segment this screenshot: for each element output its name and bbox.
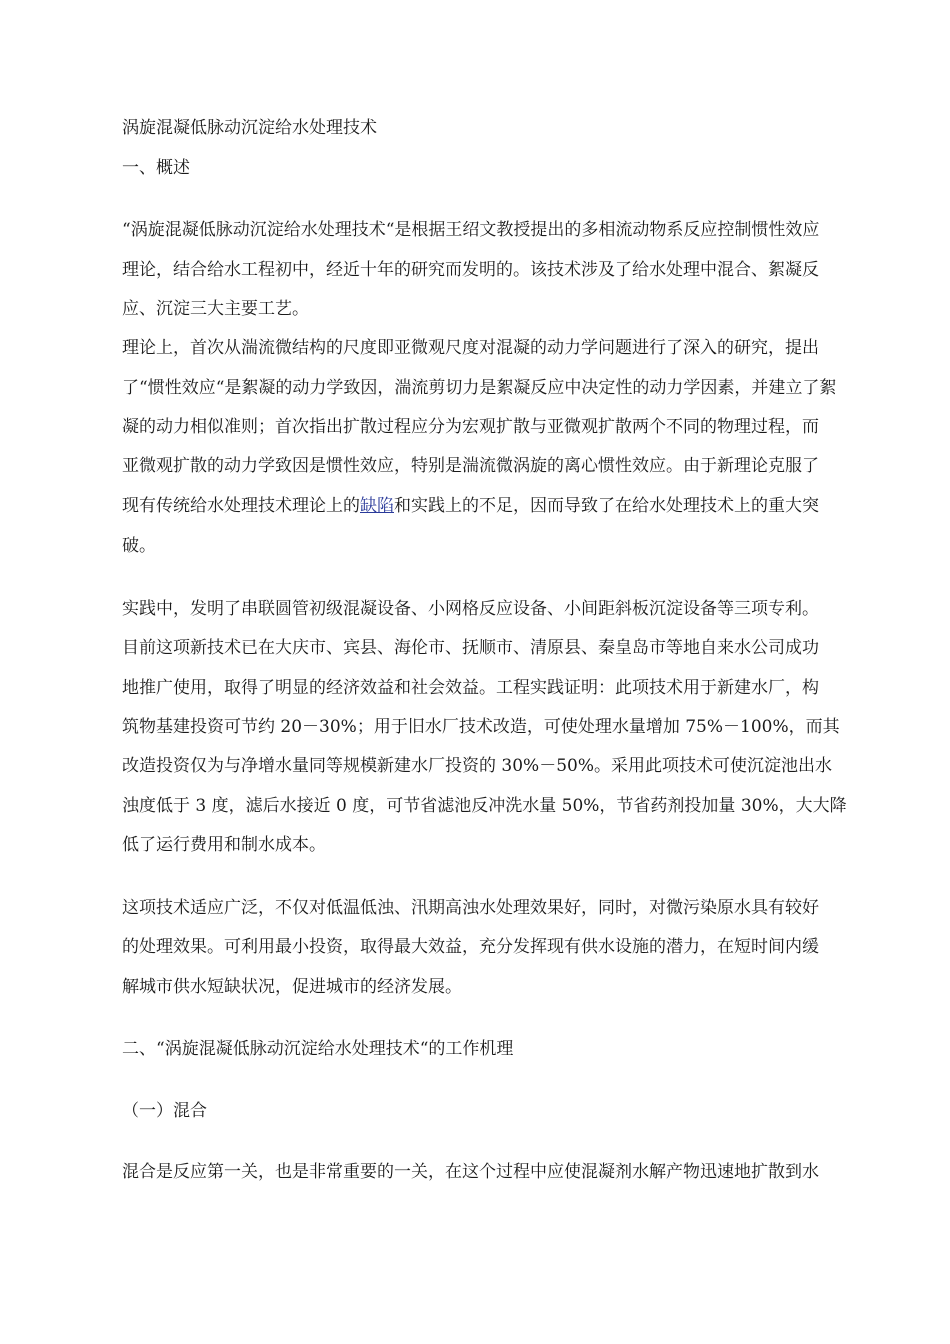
paragraph-text: 和实践上的不足，因而导致了在给水处理技术上的重大突 bbox=[394, 496, 819, 516]
paragraph-line: 目前这项新技术已在大庆市、宾县、海伦市、抚顺市、清原县、秦皇岛市等地自来水公司成功 bbox=[122, 638, 819, 658]
paragraph-line: 混合是反应第一关，也是非常重要的一关，在这个过程中应使混凝剂水解产物迅速地扩散到水 bbox=[122, 1162, 819, 1182]
paragraph-line: 亚微观扩散的动力学致因是惯性效应，特别是湍流微涡旋的离心惯性效应。由于新理论克服了 bbox=[122, 456, 819, 476]
subsection-heading-mixing: （一）混合 bbox=[122, 1101, 207, 1121]
section-heading-overview: 一、概述 bbox=[122, 158, 190, 178]
paragraph-line: 破。 bbox=[122, 536, 156, 556]
paragraph-line: 筑物基建投资可节约 20－30%；用于旧水厂技术改造，可使处理水量增加 75%－100%，而其 bbox=[122, 717, 840, 737]
defect-link[interactable]: 缺陷 bbox=[360, 496, 394, 516]
paragraph-line: 解城市供水短缺状况，促进城市的经济发展。 bbox=[122, 977, 462, 997]
paragraph-line: 改造投资仅为与净增水量同等规模新建水厂投资的 30%－50%。采用此项技术可使沉淀池出水 bbox=[122, 756, 832, 776]
document-title: 涡旋混凝低脉动沉淀给水处理技术 bbox=[122, 118, 377, 138]
paragraph-line: 低了运行费用和制水成本。 bbox=[122, 835, 326, 855]
section-heading-mechanism: 二、“涡旋混凝低脉动沉淀给水处理技术“的工作机理 bbox=[122, 1039, 514, 1059]
paragraph-line: 应、沉淀三大主要工艺。 bbox=[122, 299, 309, 319]
paragraph-line: 凝的动力相似准则；首次指出扩散过程应分为宏观扩散与亚微观扩散两个不同的物理过程，而 bbox=[122, 417, 819, 437]
paragraph-line: “涡旋混凝低脉动沉淀给水处理技术“是根据王绍文教授提出的多相流动物系反应控制惯性效应 bbox=[122, 220, 820, 240]
paragraph-line: 实践中，发明了串联圆管初级混凝设备、小网格反应设备、小间距斜板沉淀设备等三项专利。 bbox=[122, 599, 819, 619]
paragraph-line: 地推广使用，取得了明显的经济效益和社会效益。工程实践证明：此项技术用于新建水厂，构 bbox=[122, 678, 819, 698]
paragraph-line: 的处理效果。可利用最小投资，取得最大效益，充分发挥现有供水设施的潜力，在短时间内缓 bbox=[122, 937, 819, 957]
paragraph-line: 这项技术适应广泛，不仅对低温低浊、汛期高浊水处理效果好，同时，对微污染原水具有较好 bbox=[122, 898, 819, 918]
paragraph-line: 理论，结合给水工程初中，经近十年的研究而发明的。该技术涉及了给水处理中混合、絮凝反 bbox=[122, 260, 819, 280]
paragraph-line: 了“惯性效应“是絮凝的动力学致因，湍流剪切力是絮凝反应中决定性的动力学因素，并建立了絮 bbox=[122, 378, 837, 398]
paragraph-text: 现有传统给水处理技术理论上的 bbox=[122, 496, 360, 516]
paragraph-line: 理论上，首次从湍流微结构的尺度即亚微观尺度对混凝的动力学问题进行了深入的研究，提出 bbox=[122, 338, 819, 358]
paragraph-line-with-link bbox=[122, 494, 819, 518]
paragraph-line: 浊度低于 3 度，滤后水接近 0 度，可节省滤池反冲洗水量 50%，节省药剂投加量 30%，大大降 bbox=[122, 796, 847, 816]
